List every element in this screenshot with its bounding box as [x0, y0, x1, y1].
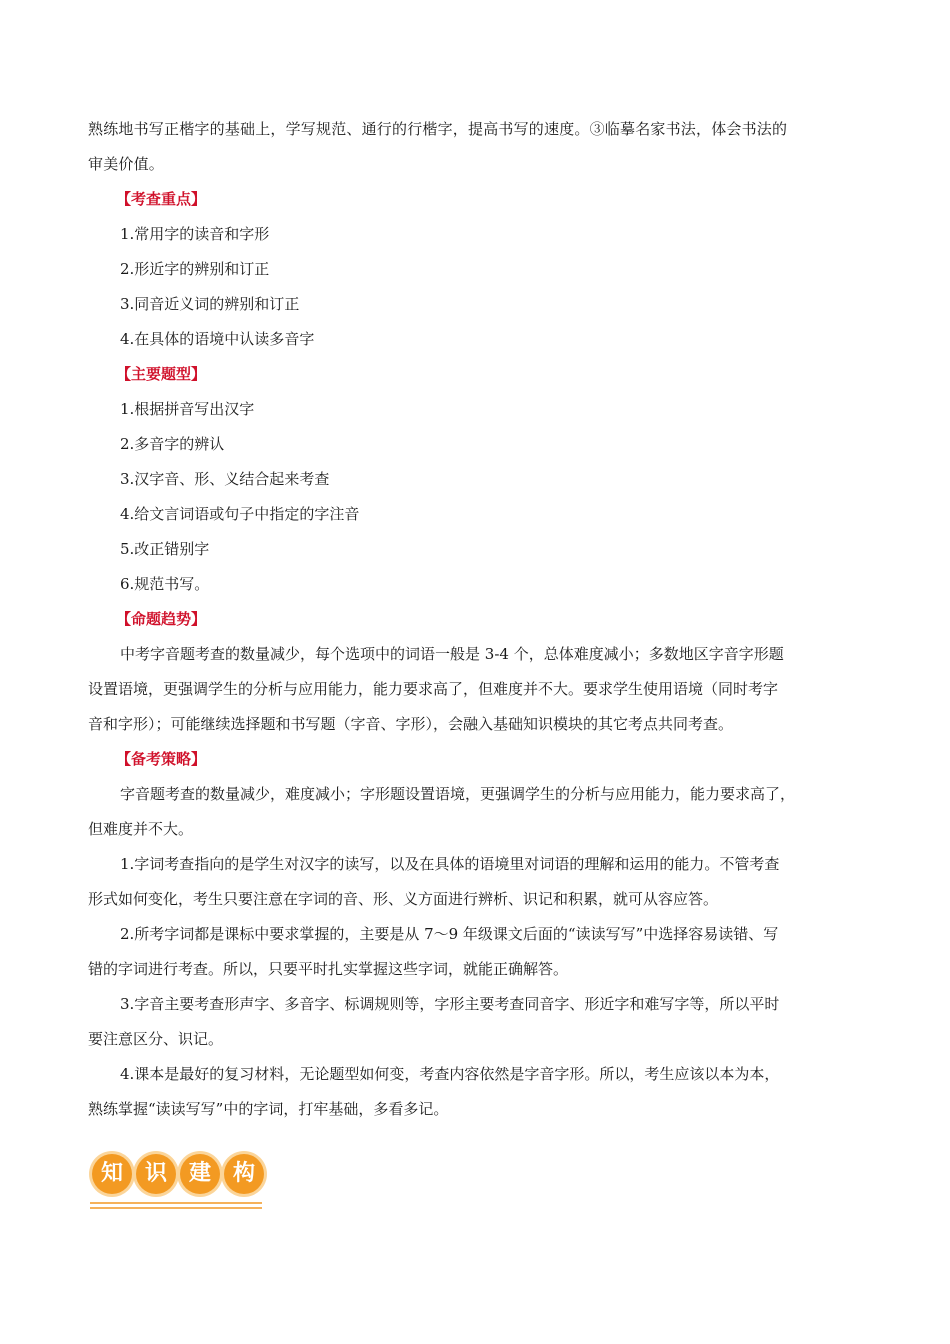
list-item: 3.汉字音、形、义结合起来考查 [120, 470, 330, 488]
section-heading-focus: 【考查重点】 [116, 190, 207, 208]
strategy-para-4-line-2: 熟练掌握“读读写写”中的字词，打牢基础，多看多记。 [88, 1100, 449, 1118]
banner-underline [90, 1202, 262, 1204]
list-item: 2.形近字的辨别和订正 [120, 260, 270, 278]
document-body [88, 112, 866, 1127]
section-heading-strategy: 【备考策略】 [116, 750, 207, 768]
banner-char: 识 [136, 1154, 176, 1194]
strategy-para-3-line-2: 要注意区分、识记。 [88, 1030, 224, 1048]
intro-line-1: 熟练地书写正楷字的基础上，学写规范、通行的行楷字，提高书写的速度。③临摹名家书法，体会书法的 [88, 120, 788, 138]
list-item: 2.多音字的辨认 [120, 435, 225, 453]
strategy-para-2-line-1: 2.所考字词都是课标中要求掌握的，主要是从 7～9 年级课文后面的“读读写写”中选择容易读错、写 [120, 925, 779, 943]
section-heading-types: 【主要题型】 [116, 365, 207, 383]
list-item: 4.在具体的语境中认读多音字 [120, 330, 315, 348]
strategy-para-0-line-2: 但难度并不大。 [88, 820, 194, 838]
knowledge-framework-banner [88, 1152, 268, 1212]
trend-line-2: 设置语境，更强调学生的分析与应用能力，能力要求高了，但难度并不大。要求学生使用语境（同时考字 [88, 680, 779, 698]
strategy-para-4-line-1: 4.课本是最好的复习材料，无论题型如何变，考查内容依然是字音字形。所以，考生应该以本为本， [120, 1065, 780, 1083]
list-item: 1.常用字的读音和字形 [120, 225, 270, 243]
list-item: 5.改正错别字 [120, 540, 210, 558]
intro-line-2: 审美价值。 [88, 155, 165, 173]
list-item: 3.同音近义词的辨别和订正 [120, 295, 300, 313]
strategy-para-1-line-1: 1.字词考查指向的是学生对汉字的读写，以及在具体的语境里对词语的理解和运用的能力。不管考查 [120, 855, 780, 873]
section-heading-trend: 【命题趋势】 [116, 610, 207, 628]
strategy-para-3-line-1: 3.字音主要考查形声字、多音字、标调规则等，字形主要考查同音字、形近字和难写字等，所以平时 [120, 995, 780, 1013]
banner-char: 建 [180, 1154, 220, 1194]
strategy-para-2-line-2: 错的字词进行考查。所以，只要平时扎实掌握这些字词，就能正确解答。 [88, 960, 569, 978]
strategy-para-1-line-2: 形式如何变化，考生只要注意在字词的音、形、义方面进行辨析、识记和积累，就可从容应答。 [88, 890, 719, 908]
list-item: 1.根据拼音写出汉字 [120, 400, 255, 418]
list-item: 4.给文言词语或句子中指定的字注音 [120, 505, 360, 523]
strategy-para-0-line-1: 字音题考查的数量减少，难度减小；字形题设置语境，更强调学生的分析与应用能力，能力要求高了， [120, 785, 796, 803]
banner-underline [90, 1207, 262, 1209]
list-item: 6.规范书写。 [120, 575, 210, 593]
trend-line-1: 中考字音题考查的数量减少，每个选项中的词语一般是 3-4 个，总体难度减小；多数地区字音字形题 [120, 645, 784, 663]
banner-char: 知 [92, 1154, 132, 1194]
trend-line-3: 音和字形）；可能继续选择题和书写题（字音、字形），会融入基础知识模块的其它考点共同考查。 [88, 715, 734, 733]
banner-char: 构 [224, 1154, 264, 1194]
